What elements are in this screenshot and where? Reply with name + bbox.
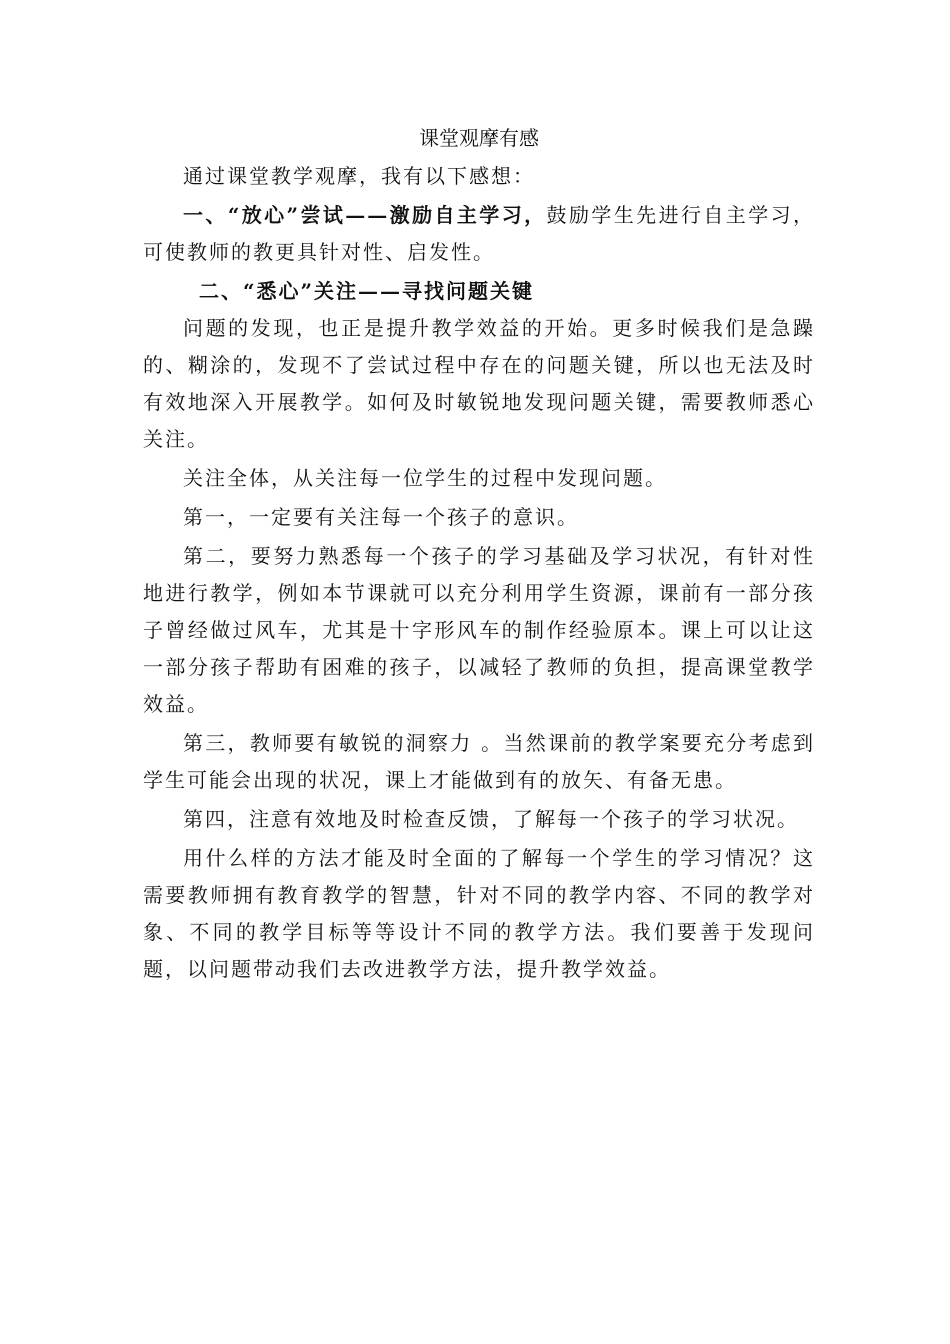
body-paragraph: 第一，一定要有关注每一个孩子的意识。	[183, 505, 579, 529]
section-1-text: 鼓励学生先进行自主学习，可使教师的教更具针对性、启发性。	[143, 203, 816, 264]
document-title: 课堂观摩有感	[419, 126, 539, 150]
section-2-heading: 二、“悉心”关注——寻找问题关键	[199, 279, 535, 303]
body-paragraph: 第二，要努力熟悉每一个孩子的学习基础及学习状况，有针对性地进行教学，例如本节课就可以充分利用学生资源，课前有一部分孩子曾经做过风车，尤其是十字形风车的制作经验原本。课上可以让这一部分孩子帮助有困难的孩子，以减轻了教师的负担，提高课堂教学效益。	[143, 544, 815, 716]
intro-paragraph: 通过课堂教学观摩，我有以下感想：	[183, 164, 535, 188]
body-paragraph: 关注全体，从关注每一位学生的过程中发现问题。	[183, 466, 667, 490]
section-1-heading: 一、“放心”尝试——激励自主学习，	[183, 203, 547, 227]
body-paragraph: 第四，注意有效地及时检查反馈，了解每一个孩子的学习状况。	[183, 807, 799, 831]
document-body	[143, 122, 815, 990]
body-paragraph: 第三，教师要有敏锐的洞察力 。当然课前的教学案要充分考虑到学生可能会出现的状况，课上才能做到有的放矢、有备无患。	[143, 731, 815, 792]
section-1-paragraph	[143, 197, 815, 271]
body-paragraph: 问题的发现，也正是提升教学效益的开始。更多时候我们是急躁的、糊涂的，发现不了尝试过程中存在的问题关键，所以也无法及时有效地深入开展教学。如何及时敏锐地发现问题关键，需要教师悉心关注。	[143, 316, 815, 451]
body-paragraph: 用什么样的方法才能及时全面的了解每一个学生的学习情况？这需要教师拥有教育教学的智慧，针对不同的教学内容、不同的教学对象、不同的教学目标等等设计不同的教学方法。我们要善于发现问题，以问题带动我们去改进教学方法，提升教学效益。	[143, 846, 815, 981]
